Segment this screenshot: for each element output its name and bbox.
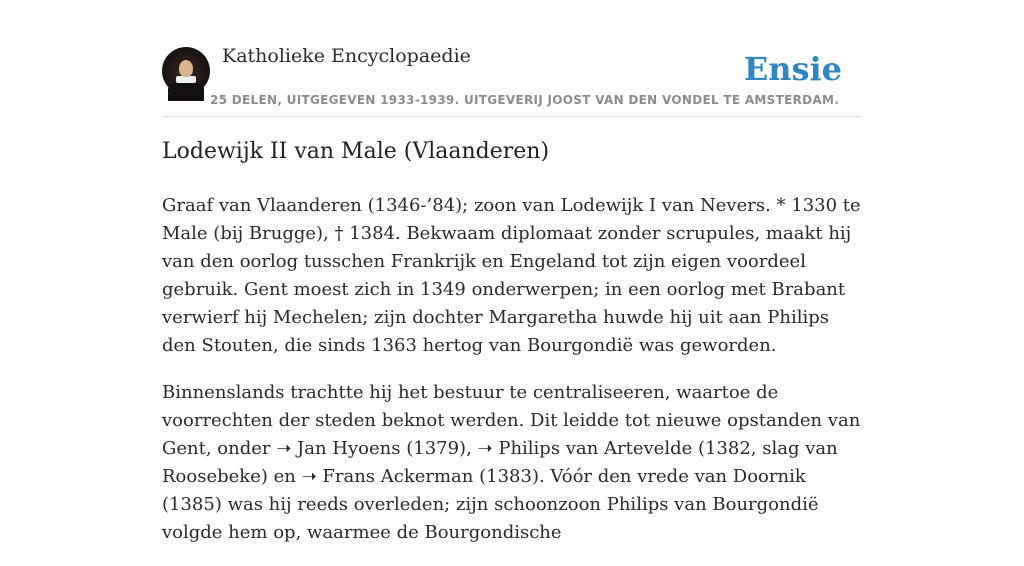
portrait-avatar-icon[interactable] bbox=[162, 47, 210, 95]
article-paragraph-1: Graaf van Vlaanderen (1346-’84); zoon van Lodewijk I van Nevers. * 1330 te Male (bij Brugge), † 1384. Bekwaam diplomaat zonder scrupules, maakt hij van den oorlog tusschen Frankrijk en Engeland tot zijn eigen voordeel gebruik. Gent moest zich in 1349 onderwerpen; in een oorlog met Brabant verwierf hij Mechelen; zijn dochter Margaretha huwde hij uit aan Philips den Stouten, die sinds 1363 hertog van Bourgondië was geworden. bbox=[162, 195, 861, 356]
article-paragraph-2 bbox=[162, 379, 862, 547]
xref-link-philips-van-artevelde[interactable]: ➝ Philips van Artevelde bbox=[477, 438, 693, 459]
avatar-collar bbox=[176, 76, 196, 83]
article-body bbox=[162, 192, 862, 566]
site-title-link[interactable]: Katholieke Encyclopaedie bbox=[222, 45, 471, 67]
brand-logo-link[interactable]: Ensie bbox=[743, 50, 842, 88]
publication-subtitle: 25 DELEN, UITGEGEVEN 1933-1939. UITGEVERIJ JOOST VAN DEN VONDEL TE AMSTERDAM. bbox=[210, 93, 840, 107]
article-title: Lodewijk II van Male (Vlaanderen) bbox=[162, 139, 550, 164]
paragraph-text: (1382, slag van Roosebeke) en bbox=[162, 438, 838, 487]
paragraph-text: Binnenslands trachtte hij het bestuur te centraliseeren, waartoe de voorrechten der steden beknot werden. Dit leidde tot nieuwe opstanden van Gent, onder bbox=[162, 382, 861, 459]
avatar-face bbox=[179, 60, 193, 77]
paragraph-text: (1379), bbox=[400, 438, 478, 459]
avatar-robe bbox=[168, 81, 204, 101]
paragraph-text: (1383). Vóór den vrede van Doornik (1385) was hij reeds overleden; zijn schoonzoon Philips van Bourgondië volgde hem op, waarmee de Bourgondische bbox=[162, 466, 819, 543]
xref-link-jan-hyoens[interactable]: ➝ Jan Hyoens bbox=[276, 438, 401, 459]
xref-link-frans-ackerman[interactable]: ➝ Frans Ackerman bbox=[301, 466, 474, 487]
site-header bbox=[162, 40, 862, 117]
